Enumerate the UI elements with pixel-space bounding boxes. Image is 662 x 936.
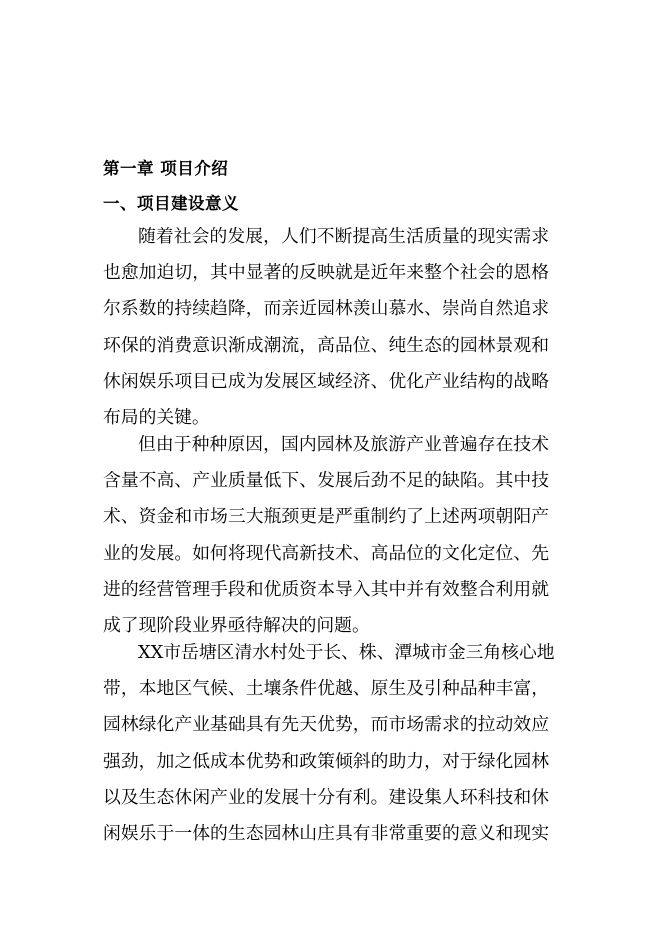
paragraph-line: 进的经营管理手段和优质资本导入其中并有效整合利用就 — [103, 578, 549, 600]
paragraph-line: 也愈加迫切，其中显著的反映就是近年来整个社会的恩格 — [103, 262, 549, 284]
paragraph-line: 以及生态休闲产业的发展十分有利。建设集人环科技和休 — [103, 786, 549, 808]
paragraph-line: 带，本地区气候、土壤条件优越、原生及引种品种丰富， — [103, 678, 549, 700]
paragraph-line: 成了现阶段业界亟待解决的问题。 — [103, 614, 370, 636]
paragraph-line: 业的发展。如何将现代高新技术、高品位的文化定位、先 — [103, 542, 549, 564]
paragraph-line: 园林绿化产业基础具有先天优势，而市场需求的拉动效应 — [103, 714, 549, 736]
paragraph-2 — [103, 427, 549, 644]
chapter-title: 第一章 项目介绍 — [103, 159, 229, 178]
paragraph-line: 强劲，加之低成本优势和政策倾斜的助力，对于绿化园林 — [103, 750, 549, 772]
paragraph-line: 术、资金和市场三大瓶颈更是严重制约了上述两项朝阳产 — [103, 506, 549, 528]
paragraph-line: 休闲娱乐项目已成为发展区域经济、优化产业结构的战略 — [103, 370, 549, 392]
paragraph-line: XX市岳塘区清水村处于长、株、潭城市金三角核心地 — [138, 642, 555, 663]
paragraph-line: 闲娱乐于一体的生态园林山庄具有非常重要的意义和现实 — [103, 822, 549, 844]
paragraph-line: 含量不高、产业质量低下、发展后劲不足的缺陷。其中技 — [103, 470, 549, 492]
paragraph-line: 环保的消费意识渐成潮流，高品位、纯生态的园林景观和 — [103, 334, 549, 356]
paragraph-line: 但由于种种原因，国内园林及旅游产业普遍存在技术 — [138, 434, 549, 455]
paragraph-line: 随着社会的发展，人们不断提高生活质量的现实需求 — [138, 226, 549, 247]
paragraph-1 — [103, 219, 549, 436]
paragraph-3 — [103, 635, 555, 852]
paragraph-line: 布局的关键。 — [103, 406, 210, 428]
paragraph-line: 尔系数的持续趋降，而亲近园林羡山慕水、崇尚自然追求 — [103, 298, 549, 320]
section-title: 一、项目建设意义 — [103, 194, 239, 213]
